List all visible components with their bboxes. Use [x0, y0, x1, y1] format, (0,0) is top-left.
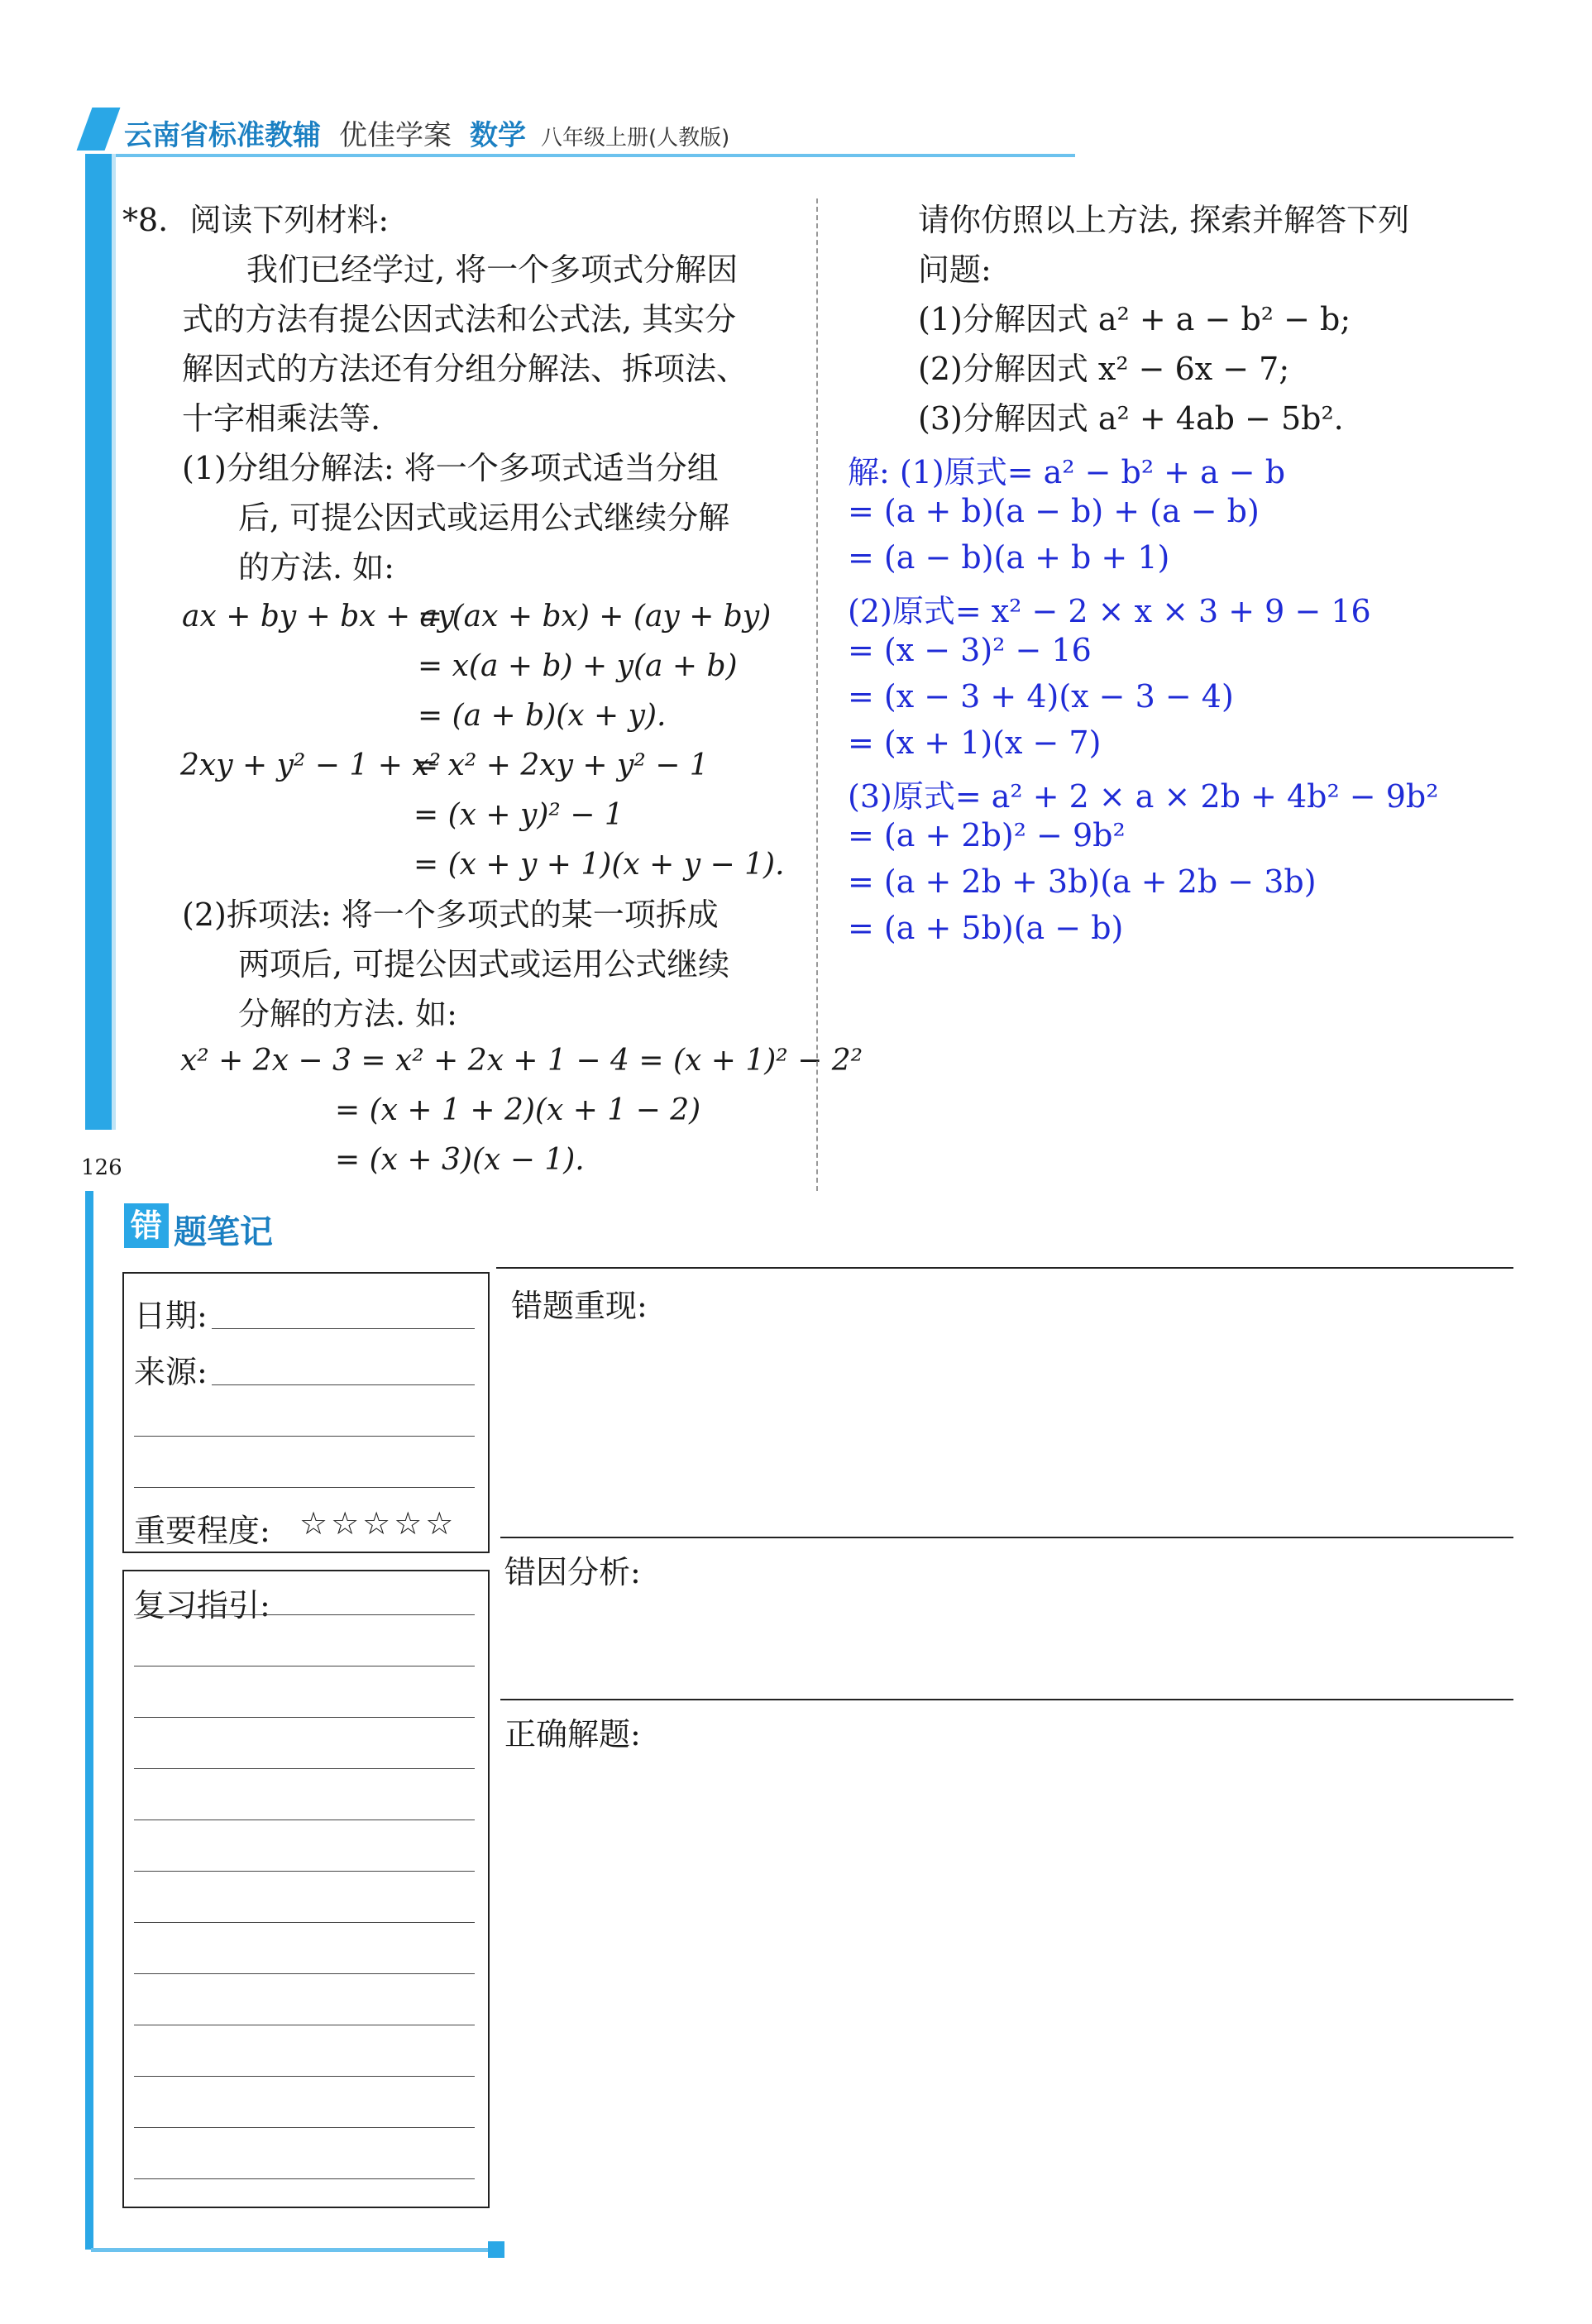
method2-line: (2)拆项法: 将一个多项式的某一项拆成 [182, 897, 719, 933]
answer-line: 解: (1)原式= a² − b² + a − b [848, 454, 1286, 490]
blank-line[interactable] [134, 1487, 475, 1488]
review-line[interactable] [134, 1871, 475, 1872]
subject: 数学 [470, 119, 526, 152]
solution-area[interactable] [504, 1750, 1497, 2197]
note-badge: 错 [124, 1203, 169, 1248]
importance-label: 重要程度: [134, 1513, 270, 1549]
footer-marker [488, 2241, 504, 2258]
answer-line: = (x − 3)² − 16 [848, 632, 1092, 668]
intro-line: 式的方法有提公因式法和公式法, 其实分 [182, 301, 737, 337]
review-line[interactable] [134, 2076, 475, 2077]
intro-line: 我们已经学过, 将一个多项式分解因 [246, 251, 739, 288]
question-3: (3)分解因式 a² + 4ab − 5b². [918, 400, 1344, 437]
answer-line: = (a + 2b + 3b)(a + 2b − 3b) [848, 863, 1317, 900]
example1-step: = (ax + bx) + (ay + by) [418, 600, 772, 634]
question-1: (1)分解因式 a² + a − b² − b; [918, 301, 1351, 337]
date-label: 日期: [134, 1298, 208, 1334]
example1-lhs: ax + by + bx + ay [182, 600, 455, 634]
date-field[interactable] [212, 1328, 475, 1329]
review-line[interactable] [134, 1973, 475, 1974]
grade: 八年级上册(人教版) [541, 126, 730, 151]
intro-line: 十字相乘法等. [182, 400, 381, 437]
review-line[interactable] [134, 1922, 475, 1923]
review-line[interactable] [134, 1717, 475, 1718]
answer-line: (3)原式= a² + 2 × a × 2b + 4b² − 9b² [848, 778, 1439, 815]
source-label: 来源: [134, 1354, 208, 1390]
answer-line: = (x + 1)(x − 7) [848, 724, 1102, 761]
cause-label: 错因分析: [504, 1554, 641, 1590]
book-name: 优佳学案 [339, 119, 452, 152]
answer-line: = (a + 5b)(a − b) [848, 910, 1124, 946]
answer-line: = (a + 2b)² − 9b² [848, 817, 1126, 854]
redo-rule [496, 1267, 1513, 1269]
method2-line: 两项后, 可提公因式或运用公式继续 [238, 946, 730, 983]
problem-heading [122, 195, 389, 245]
cause-area[interactable] [504, 1588, 1497, 1687]
problem-number: *8. [122, 202, 169, 238]
example3-step: = (x + 1 + 2)(x + 1 − 2) [335, 1093, 701, 1127]
header [124, 112, 729, 153]
method2-line: 分解的方法. 如: [238, 996, 457, 1032]
page-number: 126 [81, 1155, 122, 1180]
header-accent [77, 108, 121, 151]
solution-rule [500, 1699, 1513, 1700]
question-2: (2)分解因式 x² − 6x − 7; [918, 351, 1290, 387]
answer-line: = (x − 3 + 4)(x − 3 − 4) [848, 678, 1234, 715]
note-title: 题笔记 [174, 1213, 273, 1251]
method1-line: 的方法. 如: [238, 549, 394, 586]
solution-label: 正确解题: [504, 1716, 641, 1753]
footer-rule [91, 2248, 492, 2252]
series-name: 云南省标准教辅 [124, 119, 321, 152]
example2-step: = (x + y + 1)(x + y − 1). [414, 848, 785, 882]
redo-area[interactable] [511, 1323, 1504, 1522]
review-line[interactable] [134, 2178, 475, 2179]
review-label: 复习指引: [134, 1587, 270, 1623]
review-line[interactable] [134, 1768, 475, 1769]
review-line[interactable] [134, 2127, 475, 2128]
example2-step: = (x + y)² − 1 [414, 798, 624, 832]
example1-step: = x(a + b) + y(a + b) [418, 649, 738, 683]
margin-stripe-inner [112, 154, 116, 1130]
answer-line: = (a − b)(a + b + 1) [848, 539, 1170, 576]
example3-step: = (x + 3)(x − 1). [335, 1143, 585, 1177]
margin-stripe-lower [85, 1191, 93, 2250]
cause-rule [500, 1537, 1513, 1538]
answer-line: = (a + b)(a − b) + (a − b) [848, 493, 1260, 529]
method1-line: (1)分组分解法: 将一个多项式适当分组 [182, 450, 719, 486]
margin-stripe [85, 154, 112, 1130]
example2-lhs: 2xy + y² − 1 + x² [180, 748, 442, 782]
task-line: 问题: [918, 251, 992, 288]
redo-label: 错题重现: [511, 1288, 648, 1324]
problem-title: 阅读下列材料: [189, 202, 390, 238]
review-line[interactable] [134, 1614, 475, 1615]
method1-line: 后, 可提公因式或运用公式继续分解 [238, 500, 730, 536]
blank-line[interactable] [134, 1436, 475, 1437]
example3-line: x² + 2x − 3 = x² + 2x + 1 − 4 = (x + 1)² − 2² [180, 1044, 863, 1078]
importance-stars[interactable]: ☆☆☆☆☆ [299, 1505, 457, 1542]
column-divider [816, 198, 818, 1191]
task-line: 请你仿照以上方法, 探索并解答下列 [918, 202, 1410, 238]
example1-step: = (a + b)(x + y). [418, 699, 667, 733]
answer-line: (2)原式= x² − 2 × x × 3 + 9 − 16 [848, 593, 1371, 629]
intro-line: 解因式的方法还有分组分解法、拆项法、 [182, 351, 748, 387]
example2-step: = x² + 2xy + y² − 1 [414, 748, 709, 782]
header-rule [116, 154, 1075, 157]
source-field[interactable] [212, 1384, 475, 1385]
